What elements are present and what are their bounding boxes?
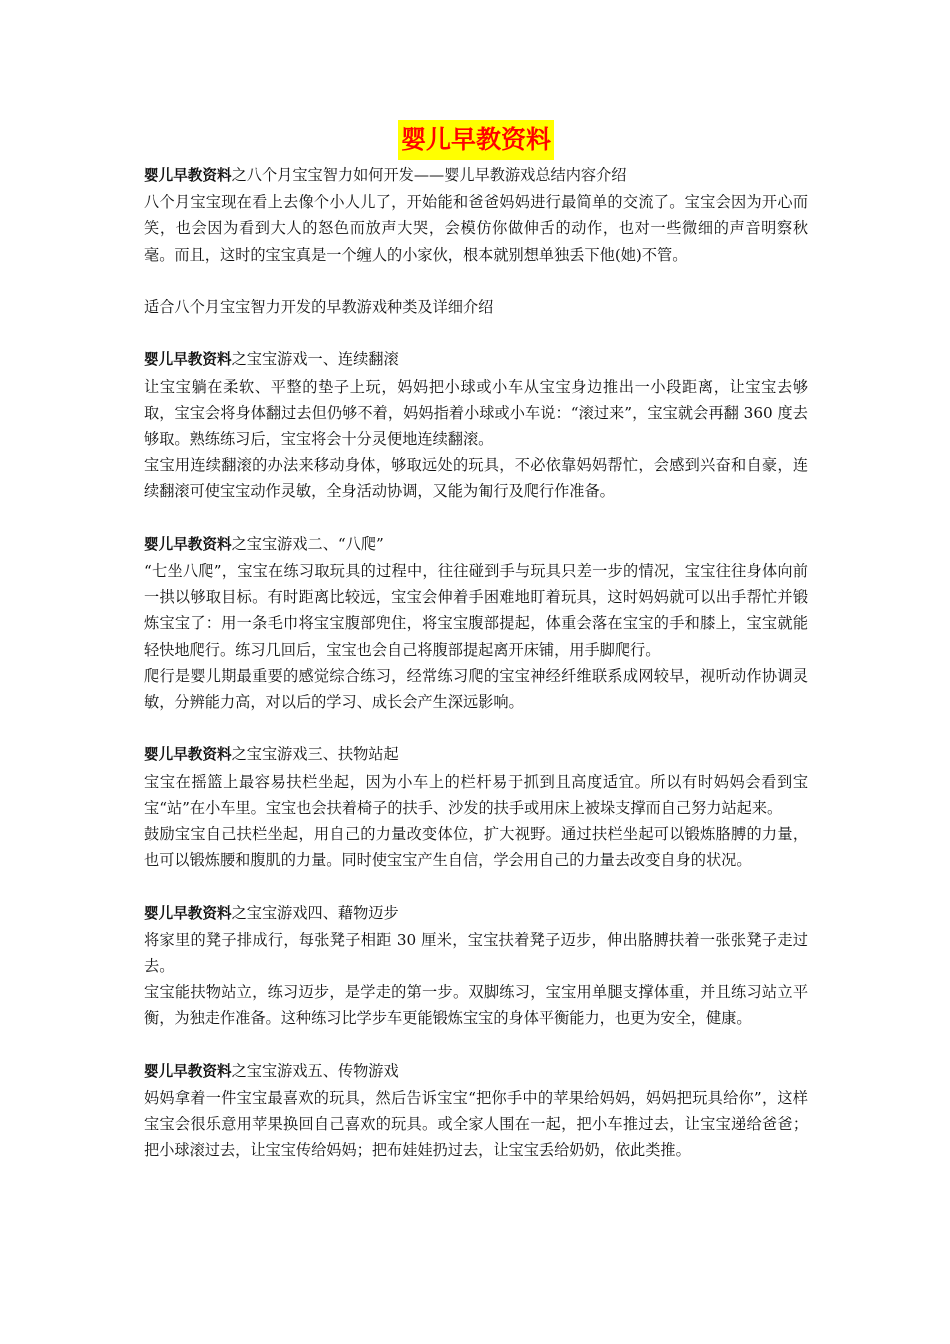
game-4-paragraph: 宝宝能扶物站立，练习迈步，是学走的第一步。双脚练习，宝宝用单腿支撑体重，并且练习站立平衡，为独走作准备。这种练习比学步车更能锻炼宝宝的身体平衡能力，也更为安全，健康。 — [144, 983, 808, 1028]
game-1-paragraph: 宝宝用连续翻滚的办法来移动身体，够取远处的玩具，不必依靠妈妈帮忙，会感到兴奋和自豪，连续翻滚可使宝宝动作灵敏，全身活动协调，又能为匍行及爬行作准备。 — [144, 456, 808, 501]
game-1-heading — [144, 346, 808, 373]
spacer — [144, 505, 808, 531]
intro-heading — [144, 162, 808, 189]
keyword-highlight: 婴儿早教资料 — [144, 167, 232, 184]
title-row — [144, 120, 808, 160]
game-2-paragraph: 爬行是婴儿期最重要的感觉综合练习，经常练习爬的宝宝神经纤维联系成网较早，视听动作协调灵敏，分辨能力高，对以后的学习、成长会产生深远影响。 — [144, 666, 808, 712]
game-2-heading — [144, 531, 808, 558]
game-5-heading-text: 之宝宝游戏五、传物游戏 — [231, 1061, 399, 1080]
keyword-highlight: 婴儿早教资料 — [144, 746, 232, 764]
game-1-heading-text: 之宝宝游戏一、连续翻滚 — [231, 350, 399, 369]
game-3-paragraph: 宝宝在摇篮上最容易扶栏坐起，因为小车上的栏杆易于抓到且高度适宜。所以有时妈妈会看到宝宝“站”在小车里。宝宝也会扶着椅子的扶手、沙发的扶手或用床上被垛支撑而自己努力站起来。 — [144, 772, 808, 817]
game-3-paragraph: 鼓励宝宝自己扶栏坐起，用自己的力量改变体位，扩大视野。通过扶栏坐起可以锻炼胳膊的力量，也可以锻炼腰和腹肌的力量。同时使宝宝产生自信，学会用自己的力量去改变自身的状况。 — [144, 825, 808, 870]
game-5-heading — [144, 1058, 808, 1085]
spacer — [144, 1032, 808, 1058]
game-3-heading-text: 之宝宝游戏三、扶物站起 — [231, 745, 399, 764]
game-4-heading — [144, 900, 808, 927]
game-4-heading-text: 之宝宝游戏四、藉物迈步 — [231, 903, 399, 922]
game-5-paragraph: 妈妈拿着一件宝宝最喜欢的玩具，然后告诉宝宝“把你手中的苹果给妈妈，妈妈把玩具给你”，这样宝宝会很乐意用苹果换回自己喜欢的玩具。或全家人围在一起，把小车推过去，让宝宝递给爸爸；把小球滚过去，让宝宝传给妈妈；把布娃娃扔过去，让宝宝丢给奶奶，依此类推。 — [144, 1089, 808, 1160]
game-2-heading-text: 之宝宝游戏二、“八爬” — [231, 534, 384, 553]
game-2-paragraph: “七坐八爬”，宝宝在练习取玩具的过程中，往往碰到手与玩具只差一步的情况，宝宝往往身体向前一拱以够取目标。有时距离比较远，宝宝会伸着手困难地盯着玩具，这时妈妈就可以出手帮忙并锻炼宝宝了：用一条毛巾将宝宝腹部兜住，将宝宝腹部提起，体重会落在宝宝的手和膝上，宝宝就能轻快地爬行。练习几回后，宝宝也会自己将腹部提起离开床铺，用手脚爬行。 — [144, 562, 808, 659]
keyword-highlight: 婴儿早教资料 — [144, 1062, 232, 1080]
intro-paragraph: 八个月宝宝现在看上去像个小人儿了，开始能和爸爸妈妈进行最简单的交流了。宝宝会因为开心而笑，也会因为看到大人的怒色而放声大哭，会模仿你做伸舌的动作，也对一些微细的声音明察秋毫。而且，这时的宝宝真是一个缠人的小家伙，根本就别想单独丢下他(她)不管。 — [144, 193, 808, 264]
game-3-heading — [144, 741, 808, 768]
spacer — [144, 715, 808, 741]
document-content — [144, 120, 808, 1164]
game-1-paragraph: 让宝宝躺在柔软、平整的垫子上玩，妈妈把小球或小车从宝宝身边推出一小段距离，让宝宝去够取，宝宝会将身体翻过去但仍够不着，妈妈指着小球或小车说：“滚过来”，宝宝就会再翻 360 度去够取。熟练练习后，宝宝将会十分灵便地连续翻滚。 — [144, 377, 808, 448]
spacer — [144, 268, 808, 294]
keyword-highlight: 婴儿早教资料 — [144, 535, 232, 553]
keyword-highlight: 婴儿早教资料 — [144, 351, 232, 369]
game-4-paragraph: 将家里的凳子排成行，每张凳子相距 30 厘米，宝宝扶着凳子迈步，伸出胳膊扶着一张张凳子走过去。 — [144, 930, 808, 976]
document-title: 婴儿早教资料 — [398, 120, 554, 160]
keyword-highlight: 婴儿早教资料 — [144, 904, 232, 922]
section-subtitle: 适合八个月宝宝智力开发的早教游戏种类及详细介绍 — [144, 298, 494, 316]
intro-heading-text: 之八个月宝宝智力如何开发——婴儿早教游戏总结内容介绍 — [231, 166, 627, 184]
spacer — [144, 873, 808, 899]
spacer — [144, 320, 808, 346]
